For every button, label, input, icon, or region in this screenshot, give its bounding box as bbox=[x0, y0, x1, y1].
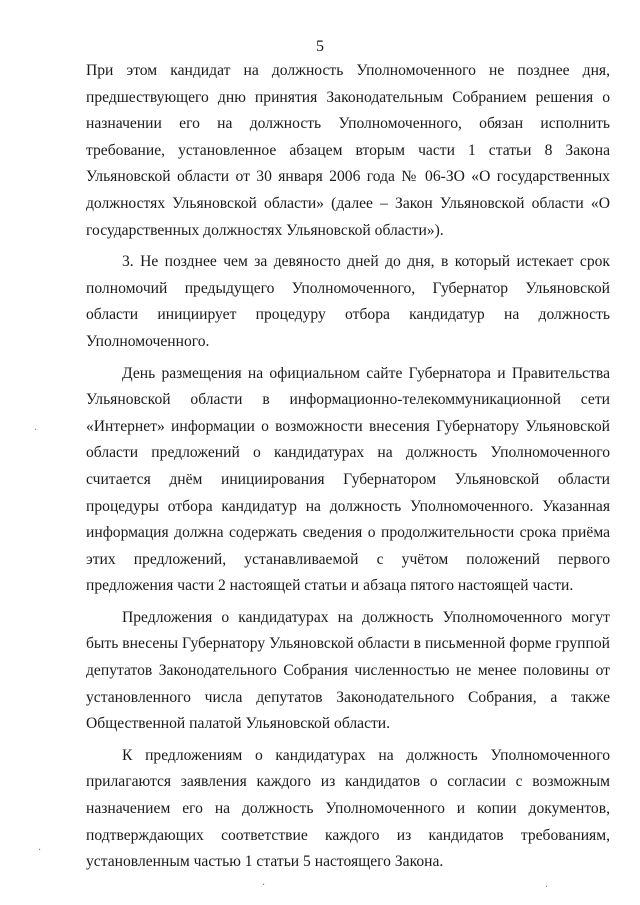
paragraph-1: При этом кандидат на должность Уполномоченного не позднее дня, предшествующего дню принятия Законодательным Собранием решения о назначении его на должность Уполномоченного, обязан исполнить требование, установленное абзацем вторым части 1 статьи 8 Закона Ульяновской области от 30 января 2006 года № 06-ЗО «О государственных должностях Ульяновской области» (далее – Закон Ульяновской области «О государственных должностях Ульяновской области»). bbox=[86, 62, 610, 239]
paragraph-3: День размещения на официальном сайте Губернатора и Правительства Ульяновской области в информационно-телекоммуникационной сети «Интернет» информации о возможности внесения Губернатору Ульяновской области предложений о кандидатурах на должность Уполномоченного считается днём инициирования Губернатором Ульяновской области процедуры отбора кандидатур на должность Уполномоченного. Указанная информация должна содержать сведения о продолжительности срока приёма этих предложений, устанавливаемой с учётом положений первого предложения части 2 настоящей статьи и абзаца пятого настоящей части. bbox=[86, 364, 610, 595]
paragraph-5: К предложениям о кандидатурах на должность Уполномоченного прилагаются заявления каждого из кандидатов о согласии с возможным назначением его на должность Уполномоченного и копии документов, подтверждающих соответствие каждого из кандидатов требованиям, установленным частью 1 статьи 5 настоящего Закона. bbox=[86, 746, 610, 871]
scan-speck: · bbox=[38, 845, 42, 856]
scan-speck: · bbox=[34, 425, 38, 436]
page-number: 5 bbox=[316, 38, 324, 55]
paragraph-4: Предложения о кандидатурах на должность Уполномоченного могут быть внесены Губернатору Ульяновской области в письменной форме группой депутатов Законодательного Собрания численностью не менее половины от установленного числа депутатов Законодательного Собрания, а также Общественной палатой Ульяновской области. bbox=[86, 608, 610, 733]
scan-speck: · bbox=[262, 880, 266, 891]
document-body bbox=[86, 58, 610, 881]
scan-speck: · bbox=[545, 882, 549, 893]
paragraph-2: 3. Не позднее чем за девяносто дней до дня, в который истекает срок полномочий предыдущего Уполномоченного, Губернатор Ульяновской области инициирует процедуру отбора кандидатур на должность Уполномоченного. bbox=[86, 253, 610, 350]
